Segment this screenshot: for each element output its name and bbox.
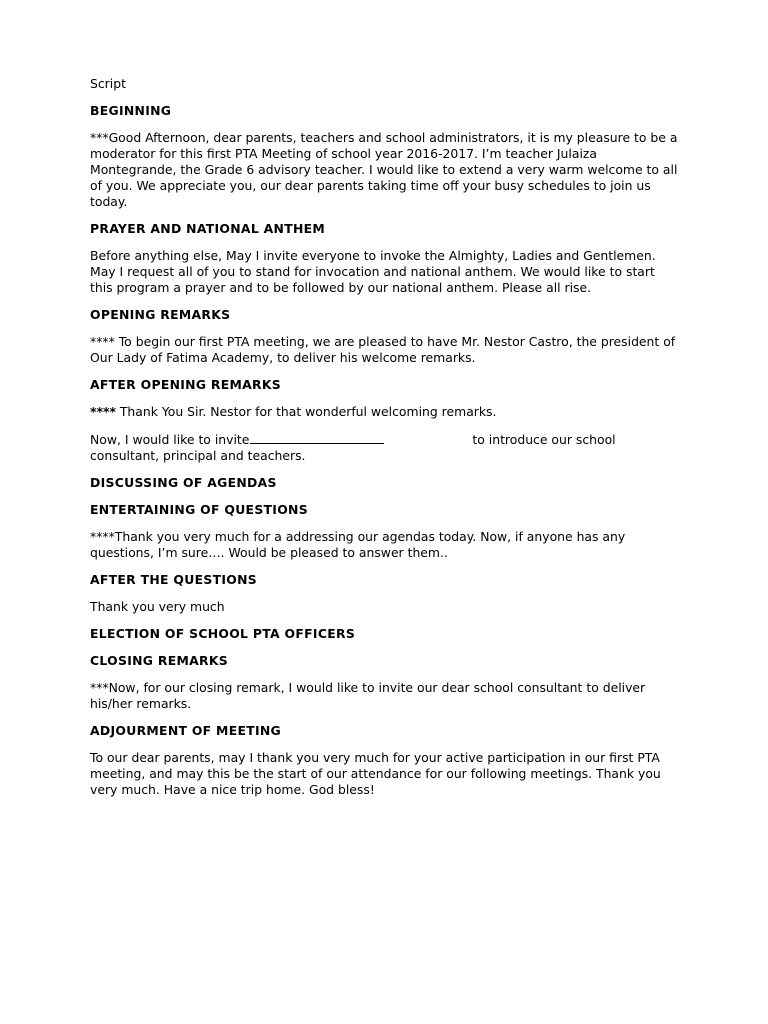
paragraph-invite — [90, 431, 680, 464]
stars-marker: **** — [90, 404, 116, 419]
paragraph-prayer: Before anything else, May I invite everyone to invoke the Almighty, Ladies and Gentlemen. May I request all of you to stand for invocation and national anthem. We would like to start this program a prayer and to be followed by our national anthem. Please all rise. — [90, 248, 656, 295]
thank-you-text: Thank You Sir. Nestor for that wonderful welcoming remarks. — [115, 404, 497, 419]
heading-election: ELECTION OF SCHOOL PTA OFFICERS — [90, 626, 356, 641]
invite-before-text: Now, I would like to invite — [90, 432, 250, 447]
paragraph-thank-you-sir — [90, 404, 680, 420]
heading-adjournment: ADJOURMENT OF MEETING — [90, 723, 282, 738]
paragraph-after-questions: Thank you very much — [90, 599, 225, 614]
paragraph-questions: ****Thank you very much for a addressing our agendas today. Now, if anyone has any questions, I’m sure…. Would be pleased to answer them.. — [90, 529, 626, 560]
heading-after-opening-remarks: AFTER OPENING REMARKS — [90, 377, 282, 392]
heading-beginning: BEGINNING — [90, 103, 172, 118]
document-title: Script — [90, 76, 126, 91]
heading-opening-remarks: OPENING REMARKS — [90, 307, 231, 322]
paragraph-adjournment: To our dear parents, may I thank you very much for your active participation in our first PTA meeting, and may this be the start of our attendance for our following meetings. Thank you very much. Have a nice trip home. God bless! — [90, 750, 661, 797]
heading-agendas: DISCUSSING OF AGENDAS — [90, 475, 277, 490]
document-page — [90, 76, 680, 809]
invite-blank-line — [250, 431, 384, 444]
heading-after-questions: AFTER THE QUESTIONS — [90, 572, 257, 587]
paragraph-beginning: ***Good Afternoon, dear parents, teachers and school administrators, it is my pleasure to be a moderator for this first PTA Meeting of school year 2016-2017. I’m teacher Julaiza Montegrande, the Grade 6 advisory teacher. I would like to extend a very warm welcome to all of you. We appreciate you, our dear parents taking time off your busy schedules to join us today. — [90, 130, 678, 209]
paragraph-opening-remarks: **** To begin our first PTA meeting, we are pleased to have Mr. Nestor Castro, the president of Our Lady of Fatima Academy, to deliver his welcome remarks. — [90, 334, 676, 365]
heading-closing-remarks: CLOSING REMARKS — [90, 653, 228, 668]
heading-questions: ENTERTAINING OF QUESTIONS — [90, 502, 308, 517]
heading-prayer: PRAYER AND NATIONAL ANTHEM — [90, 221, 326, 236]
paragraph-closing-remarks: ***Now, for our closing remark, I would like to invite our dear school consultant to deliver his/her remarks. — [90, 680, 646, 711]
invite-after-text: to introduce our school consultant, principal and teachers. — [90, 432, 616, 463]
